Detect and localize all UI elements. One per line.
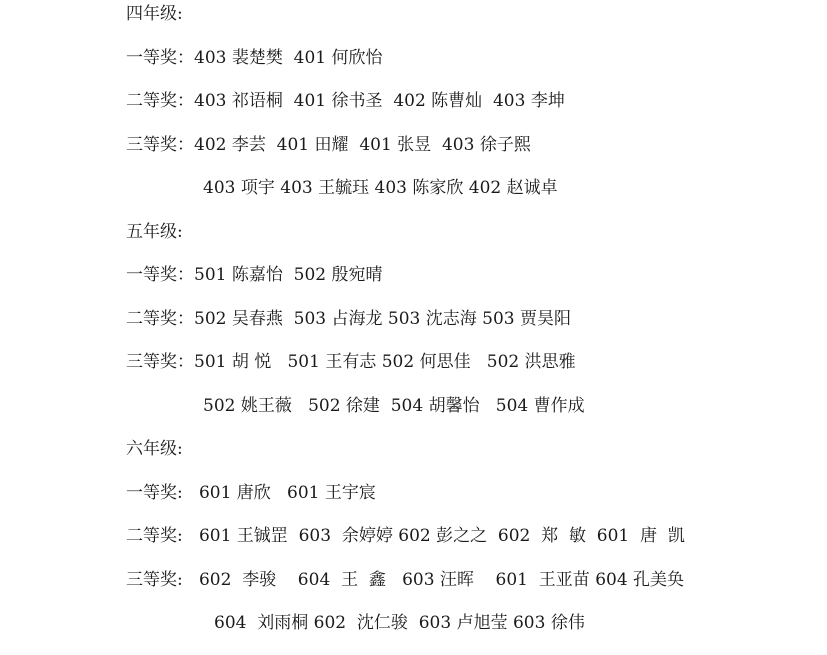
grade5-second-prize: 二等奖：502 吴春燕 503 占海龙 503 沈志海 503 贾昊阳 <box>126 308 572 329</box>
grade6-third-prize: 三等奖: 602 李骏 604 王 鑫 603 汪晖 601 王亚苗 604 孔美奂 <box>126 569 685 590</box>
grade4-second-prize: 二等奖：403 祁语桐 401 徐书圣 402 陈曹灿 403 李坤 <box>126 91 565 111</box>
grade4-third-prize-continued: 403 项宇 403 王毓珏 403 陈家欣 402 赵诚卓 <box>203 178 558 198</box>
grade5-first-prize: 一等奖：501 陈嘉怡 502 殷宛晴 <box>126 265 383 285</box>
grade4-first-prize: 一等奖：403 裴楚樊 401 何欣怡 <box>126 47 383 68</box>
grade5-third-prize-continued: 502 姚王薇 502 徐建 504 胡馨怡 504 曹作成 <box>203 395 585 416</box>
grade4-heading: 四年级: <box>126 4 183 24</box>
grade6-heading: 六年级: <box>126 439 183 459</box>
grade6-first-prize: 一等奖: 601 唐欣 601 王宇宸 <box>126 482 376 503</box>
grade5-third-prize: 三等奖：501 胡 悦 501 王有志 502 何思佳 502 洪思雅 <box>126 352 576 372</box>
award-document <box>126 0 806 646</box>
grade5-heading: 五年级: <box>126 221 183 242</box>
grade6-third-prize-continued: 604 刘雨桐 602 沈仁骏 603 卢旭莹 603 徐伟 <box>214 613 585 633</box>
grade4-third-prize: 三等奖：402 李芸 401 田耀 401 张昱 403 徐子熙 <box>126 134 531 155</box>
grade6-second-prize: 二等奖: 601 王铖罡 603 余婷婷 602 彭之之 602 郑 敏 601 唐 凯 <box>126 526 685 546</box>
